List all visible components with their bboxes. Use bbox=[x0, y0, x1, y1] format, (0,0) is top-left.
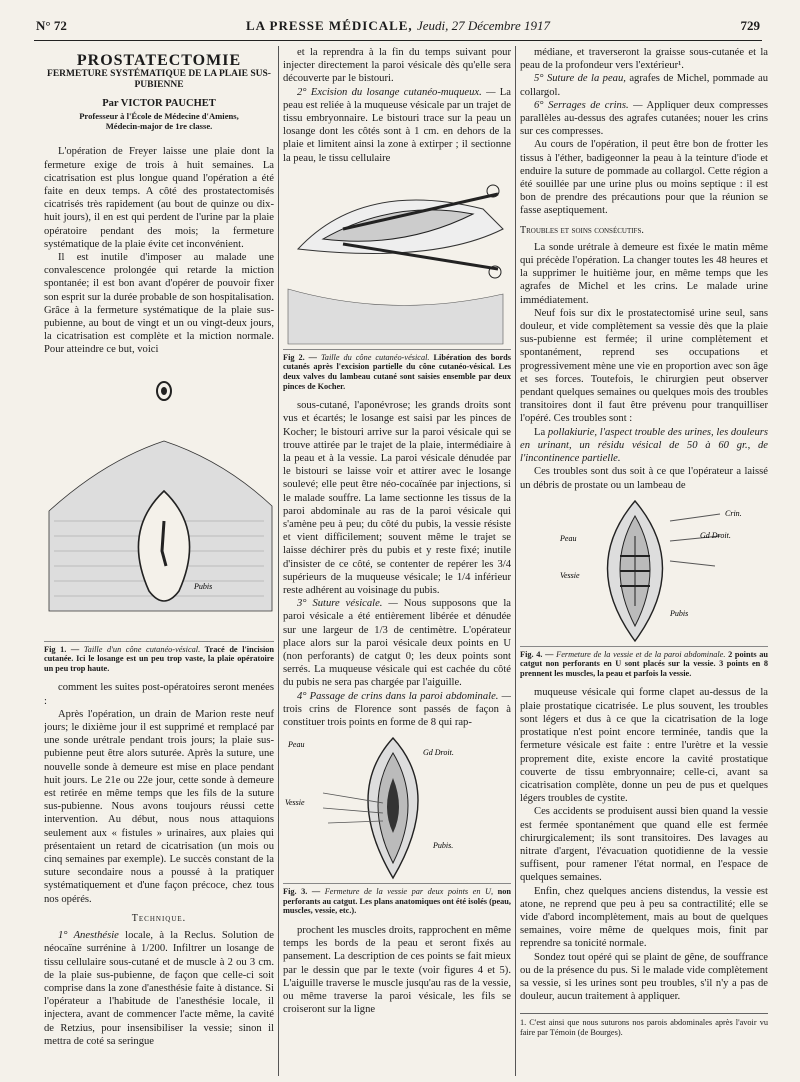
paragraph: prochent les muscles droits, rapprochent en même temps les bords de la peau et seront fixés au pansement. La description de ces points se fait mieux par le dessin que par le texte (voir figures 4 et 5). L'aiguille traverse le muscle jusqu'au ras de la vessie, ou même traverse la paroi vésicale, les fils se croiseront sur la ligne bbox=[283, 925, 511, 1016]
paragraph: médiane, et traverseront la graisse sous-cutanée et la peau de la profondeur vers l'extérieur¹. bbox=[520, 47, 768, 72]
footnote: 1. C'est ainsi que nous suturons nos parois abdominales après l'avoir vu faire par Témoin (de Bourges). bbox=[520, 1013, 768, 1038]
section-heading: Troubles et soins consécutifs. bbox=[520, 224, 644, 236]
figure-1-caption: Fig 1. — Taille d'un cône cutanéo-vésical. Tracé de l'incision cutanée. Ici le losange est un peu trop vaste, la plaie opératoire un peu trop haute. bbox=[44, 644, 274, 673]
figure-4 bbox=[520, 496, 768, 647]
column-2 bbox=[283, 46, 511, 1016]
figure-2-caption: Fig 2. — Taille du cône cutanéo-vésical. Libération des bords cutanés après l'excision partielle du cône cutanéo-vésical. Les deux valves du lambeau cutané sont saisies ensemble par deux pinces de Kocher. bbox=[283, 352, 511, 391]
article-affiliation: Professeur à l'École de Médecine d'Amiens, Médecin-major de 1re classe. bbox=[79, 111, 239, 132]
figure-2 bbox=[283, 169, 511, 350]
journal-title: LA PRESSE MÉDICALE, Jeudi, 27 Décembre 1917 bbox=[245, 18, 551, 33]
paragraph: 4° Passage de crins dans la paroi abdominale. — trois crins de Florence sont passés de façon à constituer trois points en forme de 8 qui rap- bbox=[283, 690, 511, 729]
paragraph: La pollakiurie, l'aspect trouble des urines, les douleurs en urinant, un résidu vésical de 50 à 60 gr., de l'incontinence partielle. bbox=[520, 426, 768, 465]
column-divider bbox=[515, 46, 516, 1076]
paragraph: L'opération de Freyer laisse une plaie dont la fermeture exige de trois à huit semaines. La cicatrisation est plus longue quand l'opération a été faite en deux temps. A côté des prostatectomisés cicatrisés très rapidement (au bout de quinze ou dix-huit jours), il en est qui perdent de l'urine par la plaie opératoire pendant des mois; la fermeture systématique de la plaie évite cet inconvénient. bbox=[44, 146, 274, 250]
figure-2-illustration bbox=[283, 169, 511, 349]
paragraph: Sondez tout opéré qui se plaint de gêne, de souffrance ou de la présence du pus. Si le malade vide complètement sa vessie, si les urines sont peu troubles, s'il n'y a pas de douleur, aucun traitement à appliquer. bbox=[520, 951, 768, 1003]
column-divider bbox=[278, 46, 279, 1076]
figure-4-label-vessie: Vessie bbox=[560, 570, 580, 580]
figure-4-label-crin: Crin. bbox=[725, 508, 742, 518]
paragraph: Au cours de l'opération, il peut être bon de frotter les tissus à l'éther, badigeonner la peau à la teinture d'iode et enduire la suture de pommade au collargol. Cette région a été souillée par une urine plus ou moins septique : il est bon de prendre des précautions pour que la réunion se fasse aseptiquement. bbox=[520, 139, 768, 217]
figure-3-label-peau: Peau bbox=[288, 740, 305, 750]
paragraph: 5° Suture de la peau, agrafes de Michel, pommade au collargol. bbox=[520, 73, 768, 98]
paragraph: 6° Serrages de crins. — Appliquer deux compresses parallèles au-dessus des agrafes cutanées; nouer les crins sur ces compresses. bbox=[520, 99, 768, 138]
issue-date: Jeudi, 27 Décembre 1917 bbox=[416, 18, 551, 33]
figure-3-label-vessie: Vessie bbox=[285, 798, 305, 808]
page-header bbox=[36, 18, 760, 42]
paragraph: Il est inutile d'imposer au malade une convalescence prolongée qui retarde la miction spontanée; il est bon avant d'opérer de pouvoir fixer son esprit sur la durée probable de son hospitalisation. Grâce à la fermeture systématique de la plaie sus-pubienne, au bout de vingt et un ou vingt-deux jours, la cicatrisation est complète et la miction normale. Pour atteindre ce but, voici bbox=[44, 252, 274, 356]
paragraph: muqueuse vésicale qui forme clapet au-dessus de la plaie prostatique cicatrisée. Le plus souvent, les troubles sont légers et dus à ce que la cicatrisation de la loge prostatique n'est point encore terminée, tandis que la fermeture vésicale est faite : entre l'urètre et la vessie proprement dite, existe encore la cavité prostatique couverte de tissu embryonnaire; celle-ci, avant sa cicatrisation complète, donne un peu de pus et quelques légers troubles de cystite. bbox=[520, 687, 768, 805]
paragraph: 2° Excision du losange cutanéo-muqueux. — La peau est reliée à la muqueuse vésicale par un trajet de tissu embryonnaire. Le bistouri trace sur la peau un losange dont les côtés sont à 1 cm. en dehors de la plaie et limitent ainsi la zone à extirper ; il sectionne la peau, le tissu cellulaire bbox=[283, 86, 511, 164]
paragraph: Ces accidents se produisent aussi bien quand la vessie est fermée spontanément que quand elle est fermée chirurgicalement; ils sont transitoires. Des lavages au nitrate d'argent, l'évacuation quotidienne de la vessie suffisent, pour ramener l'état normal, en l'espace de quelques semaines. bbox=[520, 806, 768, 884]
figure-4-label-droit: Gd Droit. bbox=[700, 530, 731, 540]
page-number: 729 bbox=[740, 18, 760, 33]
column-3 bbox=[520, 46, 768, 1038]
paragraph: Après l'opération, un drain de Marion reste neuf jours; le dixième jour il est supprimé et remplacé par une sonde urétrale pendant trois jours; la plaie sus-pubienne peut être alors suturée. Après la suture, une nouvelle sonde à demeure est mise en place pendant huit jours. Le 21e ou 22e jour, cette sonde à demeure est retirée en même temps que les fils de la suture sus-pubienne. Nous avons toujours réussi cette intervention. Au début, nous nous attaquions seulement aux « fistules » urinaires, aux plaies qui présentaient un retard de cicatrisation (un mois ou cinq semaines par exemple). Le succès constant de la suture secondaire nous a poussé à la pratiquer systématiquement et d'une façon précoce, chez tous nos opérés. bbox=[44, 708, 274, 905]
figure-4-label-pubis: Pubis bbox=[670, 608, 689, 618]
paragraph: 1° Anesthésie locale, à la Reclus. Solution de néocaïne surrénine à 1/200. Infiltrer un losange de tissu cellulaire sous-cutané et de muscle à 2 ou 3 cm. de la plaie sus-pubienne, de façon que celle-ci soit comprise dans la zone d'anesthésie faite à distance. Si l'opérateur a l'habitude de l'anesthésie locale, il injectera, avant de commencer l'acte même, la cavité de Retzius, pour insensibiliser la vessie; sinon il mettra de coté sa seringue bbox=[44, 930, 274, 1047]
paragraph: et la reprendra à la fin du temps suivant pour injecter directement la paroi vésicale dès qu'elle sera découverte par le bistouri. bbox=[283, 47, 511, 85]
paragraph: La sonde urétrale à demeure est fixée le matin même qui précède l'opération. La changer toutes les 48 heures et la supprimer le huitième jour, en même temps que les agrafes de Michel et les crins. Le malade urine immédiatement. bbox=[520, 241, 768, 306]
figure-4-label-peau: Peau bbox=[560, 533, 577, 543]
figure-3-label-pubis: Pubis. bbox=[433, 841, 454, 851]
paragraph: Ces troubles sont dus soit à ce que l'opérateur a laissé un débris de prostate ou un lambeau de bbox=[520, 466, 768, 491]
figure-3 bbox=[283, 733, 511, 884]
paragraph: Enfin, chez quelques anciens distendus, la vessie est atone, ne reprend que peu à peu sa contractilité; elle se vide d'abord incomplètement, mais au bout de quelques semaines, voire même de quelques mois, finit par reprendre sa tonicité normale. bbox=[520, 885, 768, 950]
header-rule bbox=[34, 40, 762, 41]
column-1 bbox=[44, 46, 274, 1048]
figure-1 bbox=[44, 361, 274, 642]
section-heading: Technique. bbox=[131, 912, 187, 924]
article-subtitle: FERMETURE SYSTÉMATIQUE DE LA PLAIE SUS-PUBIENNE bbox=[47, 69, 271, 91]
figure-4-caption: Fig. 4. — Fermeture de la vessie et de la paroi abdominale. 2 points au catgut non perforants en U sont placés sur la vessie. 3 points en 8 prennent les muscles, la peau et parfois la vessie. bbox=[520, 649, 768, 678]
paragraph: 3° Suture vésicale. — Nous supposons que la paroi vésicale a été entièrement libérée et dénudée sur une largeur de 1/3 de centimètre. L'opérateur place alors sur la paroi vésicale deux points en U (non perforants) de catgut 0; les deux points sont serrés. La muqueuse vésicale qui est cachée du côté du pubis ne sera pas chargée par l'aiguille. bbox=[283, 598, 511, 689]
article-author: Par VICTOR PAUCHET bbox=[102, 98, 216, 110]
figure-3-label-droit: Gd Droit. bbox=[423, 748, 454, 758]
figure-4-illustration bbox=[520, 496, 768, 646]
figure-1-illustration bbox=[44, 361, 274, 641]
figure-1-label-pubis: Pubis bbox=[194, 581, 213, 591]
paragraph: Neuf fois sur dix le prostatectomisé urine seul, sans douleur, et vide complètement sa vessie dès que la plaie sus-pubienne est fermée; il urine complètement et spontanément, reprend ses occupations et progressivement mène une vie en proportion avec son âge et ses forces. Toutefois, le chirurgien peut observer pendant quelques semaines ou quelques mois des troubles transitoires dont il faut être prévenu pour tranquilliser l'opéré. Ces troubles sont : bbox=[520, 307, 768, 425]
paragraph: comment les suites post-opératoires seront menées : bbox=[44, 682, 274, 707]
figure-3-caption: Fig. 3. — Fermeture de la vessie par deux points en U, non perforants au catgut. Les plans anatomiques ont été isolés (peau, muscles, vessie, etc.). bbox=[283, 887, 511, 916]
article-title: PROSTATECTOMIE bbox=[76, 52, 242, 69]
figure-3-illustration bbox=[283, 733, 511, 883]
paragraph: sous-cutané, l'aponévrose; les grands droits sont vus et écartés; le losange est saisi par les pinces de Kocher; le bistouri arrive sur la paroi vésicale qui se trouve attirée par le trajet de la plaie, intermédiaire à la peau et à la vessie. La paroi vésicale dénudée par le bistouri se laisse voir et attirer avec le losange soulevé; elle peut être néo-cocaïnée par injections, si le malade souffre. La lame sectionne les tissus de la paroi abdominale au ras de la paroi vésicale qui s'amène peu à peu; du côté du pubis, la vessie résiste et vient difficilement; souvent même le trajet se laisse déchirer près du pubis et y reste fixé; inutile d'insister de ce côté, se contenter de repérer les 3/4 supérieurs de la muqueuse vésicale; le 1/4 inférieur reste adhérent au voisinage du pubis. bbox=[283, 400, 511, 597]
issue-number: N° 72 bbox=[36, 18, 67, 33]
